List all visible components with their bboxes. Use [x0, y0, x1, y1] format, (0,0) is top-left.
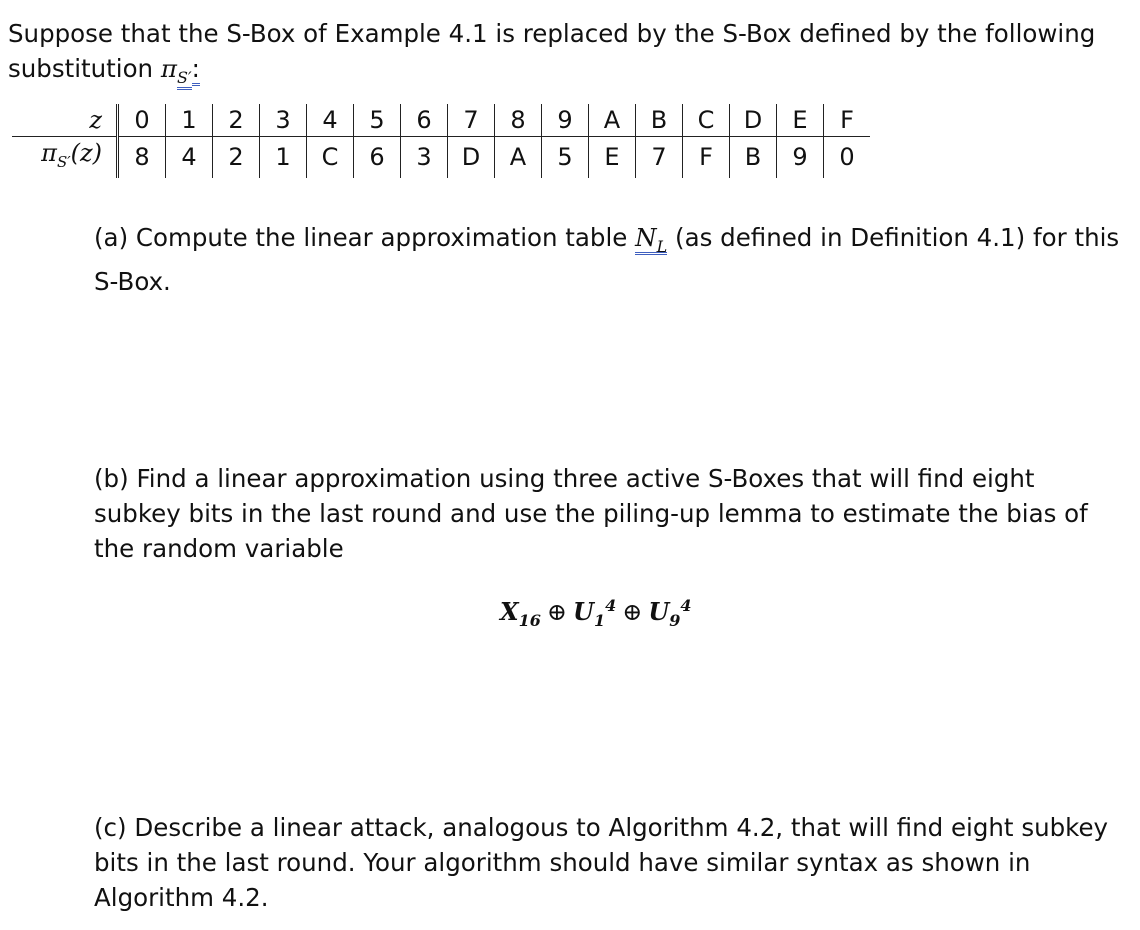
pi-cell: 0 [824, 137, 871, 178]
part-a-post: (as defined in Definition 4.1) for this S-Box. [94, 223, 1120, 296]
pi-cell: 8 [118, 137, 166, 178]
pi-cell: A [495, 137, 542, 178]
xor-operator: ⊕ [622, 598, 643, 626]
z-cell: 7 [448, 104, 495, 137]
part-b-paragraph: (b) Find a linear approximation using three active S-Boxes that will find eight subkey bits in the last round and use the piling-up lemma to estimate the bias of the random variable [94, 464, 1088, 563]
part-a-paragraph [94, 220, 1124, 299]
z-cell: 3 [260, 104, 307, 137]
intro-colon: : [192, 54, 200, 86]
pi-cell: 9 [777, 137, 824, 178]
pi-cell: 3 [401, 137, 448, 178]
z-cell: 8 [495, 104, 542, 137]
pi-cell: F [683, 137, 730, 178]
intro-paragraph [8, 16, 1118, 95]
z-cell: E [777, 104, 824, 137]
xor-operator: ⊕ [546, 598, 567, 626]
formula-u1: $U_1^4$ [573, 596, 617, 630]
z-cell: F [824, 104, 871, 137]
pi-cell: D [448, 137, 495, 178]
pi-cell: 1 [260, 137, 307, 178]
z-cell: D [730, 104, 777, 137]
z-cell: A [589, 104, 636, 137]
intro-text: Suppose that the S-Box of Example 4.1 is replaced by the S-Box defined by the following substitution [8, 19, 1096, 83]
pi-cell: 7 [636, 137, 683, 178]
z-cell: 9 [542, 104, 589, 137]
random-variable-formula [500, 596, 692, 630]
pi-cell: 5 [542, 137, 589, 178]
pi-cell: 2 [213, 137, 260, 178]
z-cell: 1 [166, 104, 213, 137]
pi-cell: 6 [354, 137, 401, 178]
nl-symbol: $N_L$ [635, 223, 668, 256]
pi-s-prime-symbol: $\pi_{S'}$ [161, 54, 192, 83]
pi-cell: E [589, 137, 636, 178]
z-cell: 6 [401, 104, 448, 137]
table-row-pi [12, 137, 870, 178]
row-label-pi: $\pi_{S'}(z)$ [41, 139, 102, 171]
pi-cell: B [730, 137, 777, 178]
table-row-z [12, 104, 870, 137]
z-cell: 5 [354, 104, 401, 137]
z-cell: 0 [118, 104, 166, 137]
z-cell: 4 [307, 104, 354, 137]
z-cell: 2 [213, 104, 260, 137]
part-c-paragraph: (c) Describe a linear attack, analogous to Algorithm 4.2, that will find eight subkey bits in the last round. Your algorithm should have similar syntax as shown in Algorithm 4.2. [94, 813, 1109, 912]
part-a-pre: (a) Compute the linear approximation table [94, 223, 628, 252]
formula-u9: $U_9^4$ [648, 596, 692, 630]
row-label-z: z [12, 104, 118, 137]
pi-cell: 4 [166, 137, 213, 178]
sbox-table-container [12, 104, 870, 178]
pi-cell: C [307, 137, 354, 178]
z-cell: C [683, 104, 730, 137]
z-cell: B [636, 104, 683, 137]
sbox-substitution-table [12, 104, 870, 178]
formula-x: $X_{16}$ [500, 597, 541, 630]
